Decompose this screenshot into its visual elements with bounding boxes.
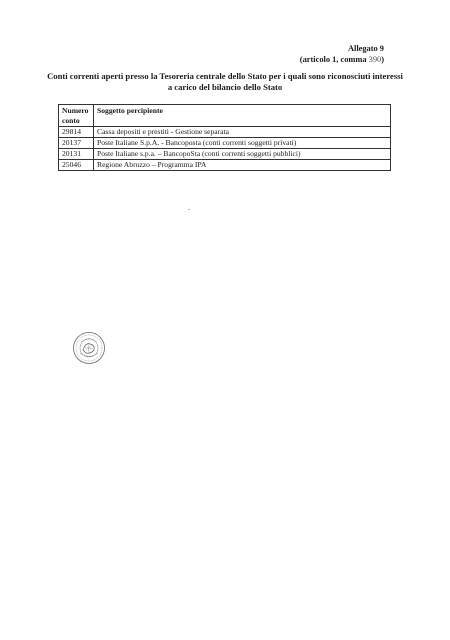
account-number: 20137 — [59, 138, 94, 149]
article-reference-suffix: ) — [381, 55, 384, 64]
table-row — [59, 149, 391, 160]
header-numero-line2: conto — [62, 115, 80, 125]
header-numero-conto — [59, 105, 94, 127]
account-number: 20131 — [59, 149, 94, 160]
account-holder: Regione Abruzzo – Programma IPA — [94, 160, 391, 171]
account-number: 25046 — [59, 160, 94, 171]
accounts-table-body — [59, 127, 391, 171]
account-holder: Cassa depositi e prestiti - Gestione separata — [94, 127, 391, 138]
document-title — [40, 71, 410, 93]
allegato-header — [300, 43, 384, 65]
table-row — [59, 127, 391, 138]
allegato-label: Allegato 9 — [347, 44, 384, 53]
accounts-table-head — [59, 105, 391, 127]
accounts-table — [58, 104, 391, 171]
header-soggetto-percipiente: Soggetto percipiente — [94, 105, 391, 127]
table-row — [59, 160, 391, 171]
document-title-line2: a carico del bilancio dello Stato — [167, 82, 283, 92]
official-seal-icon — [72, 331, 106, 365]
article-reference — [300, 54, 384, 65]
table-header-row — [59, 105, 391, 127]
comma-number: 390 — [368, 55, 382, 64]
account-number: 29814 — [59, 127, 94, 138]
article-reference-prefix: (articolo 1, comma — [299, 55, 369, 64]
table-row — [59, 138, 391, 149]
account-holder: Poste Italiane s.p.a. – BancopoSta (conti correnti soggetti pubblici) — [94, 149, 391, 160]
scan-speck — [188, 209, 190, 210]
account-holder: Poste Italiane S.p.A. - Bancoposta (conti correnti soggetti privati) — [94, 138, 391, 149]
header-numero-line1: Numero — [62, 106, 89, 115]
document-title-line1: Conti correnti aperti presso la Tesoreria centrale dello Stato per i quali sono riconosciuti interessi — [47, 71, 403, 81]
